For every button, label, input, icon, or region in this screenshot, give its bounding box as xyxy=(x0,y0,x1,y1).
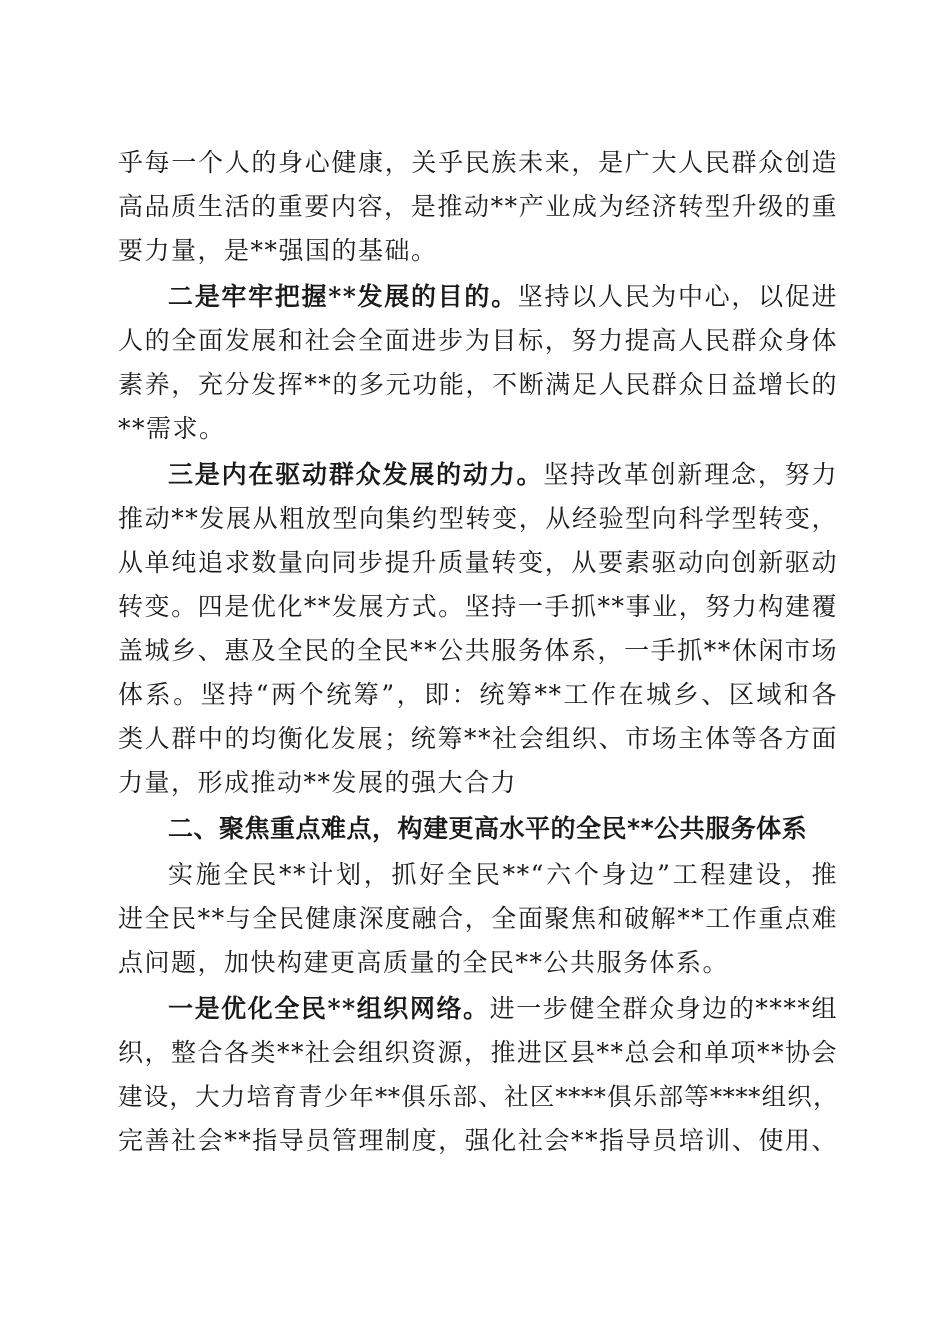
paragraph-line: 建设，大力培育青少年**俱乐部、社区****俱乐部等****组织， xyxy=(118,1082,838,1111)
paragraph-lead: 三是内在驱动群众发展的动力。 xyxy=(168,460,544,489)
paragraph-line: **需求。 xyxy=(118,414,226,443)
paragraph-lead: 二是牢牢把握**发展的目的。 xyxy=(168,282,518,311)
paragraph-line: 要力量，是**强国的基础。 xyxy=(118,236,438,265)
paragraph-line: 盖城乡、惠及全民的全民**公共服务体系，一手抓**休闲市场 xyxy=(118,636,838,665)
paragraph-line: 织，整合各类**社会组织资源，推进区县**总会和单项**协会 xyxy=(118,1038,839,1067)
section-heading: 二、聚焦重点难点，构建更高水平的全民**公共服务体系 xyxy=(168,814,808,843)
paragraph-line: 推动**发展从粗放型向集约型转变，从经验型向科学型转变， xyxy=(118,504,838,533)
paragraph-line xyxy=(168,993,838,1025)
paragraph-text: 坚持改革创新理念，努力 xyxy=(543,460,838,489)
paragraph-line xyxy=(168,459,838,491)
paragraph-line: 乎每一个人的身心健康，关乎民族未来，是广大人民群众创造 xyxy=(118,148,838,177)
paragraph-line: 进全民**与全民健康深度融合，全面聚焦和破解**工作重点难 xyxy=(118,904,838,933)
paragraph-line: 从单纯追求数量向同步提升质量转变，从要素驱动向创新驱动 xyxy=(118,548,838,577)
paragraph-line: 人的全面发展和社会全面进步为目标，努力提高人民群众身体 xyxy=(118,326,838,355)
paragraph-line: 力量，形成推动**发展的强大合力 xyxy=(118,768,518,797)
paragraph-lead: 一是优化全民**组织网络。 xyxy=(168,994,490,1023)
paragraph-text: 坚持以人民为中心，以促进 xyxy=(517,282,838,311)
paragraph-line: 素养，充分发挥**的多元功能，不断满足人民群众日益增长的 xyxy=(118,370,838,399)
paragraph-line: 完善社会**指导员管理制度，强化社会**指导员培训、使用、 xyxy=(118,1126,838,1155)
paragraph-text: 进一步健全群众身边的****组 xyxy=(489,994,838,1023)
paragraph-line: 转变。四是优化**发展方式。坚持一手抓**事业，努力构建覆 xyxy=(118,592,838,621)
paragraph-line: 实施全民**计划，抓好全民**“六个身边”工程建设，推 xyxy=(168,860,838,889)
paragraph-line: 点问题，加快构建更高质量的全民**公共服务体系。 xyxy=(118,948,730,977)
paragraph-line: 类人群中的均衡化发展；统筹**社会组织、市场主体等各方面 xyxy=(118,724,838,753)
paragraph-line: 体系。坚持“两个统筹”，即：统筹**工作在城乡、区域和各 xyxy=(118,680,838,709)
paragraph-line: 高品质生活的重要内容，是推动**产业成为经济转型升级的重 xyxy=(118,192,838,221)
paragraph-line xyxy=(168,281,838,313)
